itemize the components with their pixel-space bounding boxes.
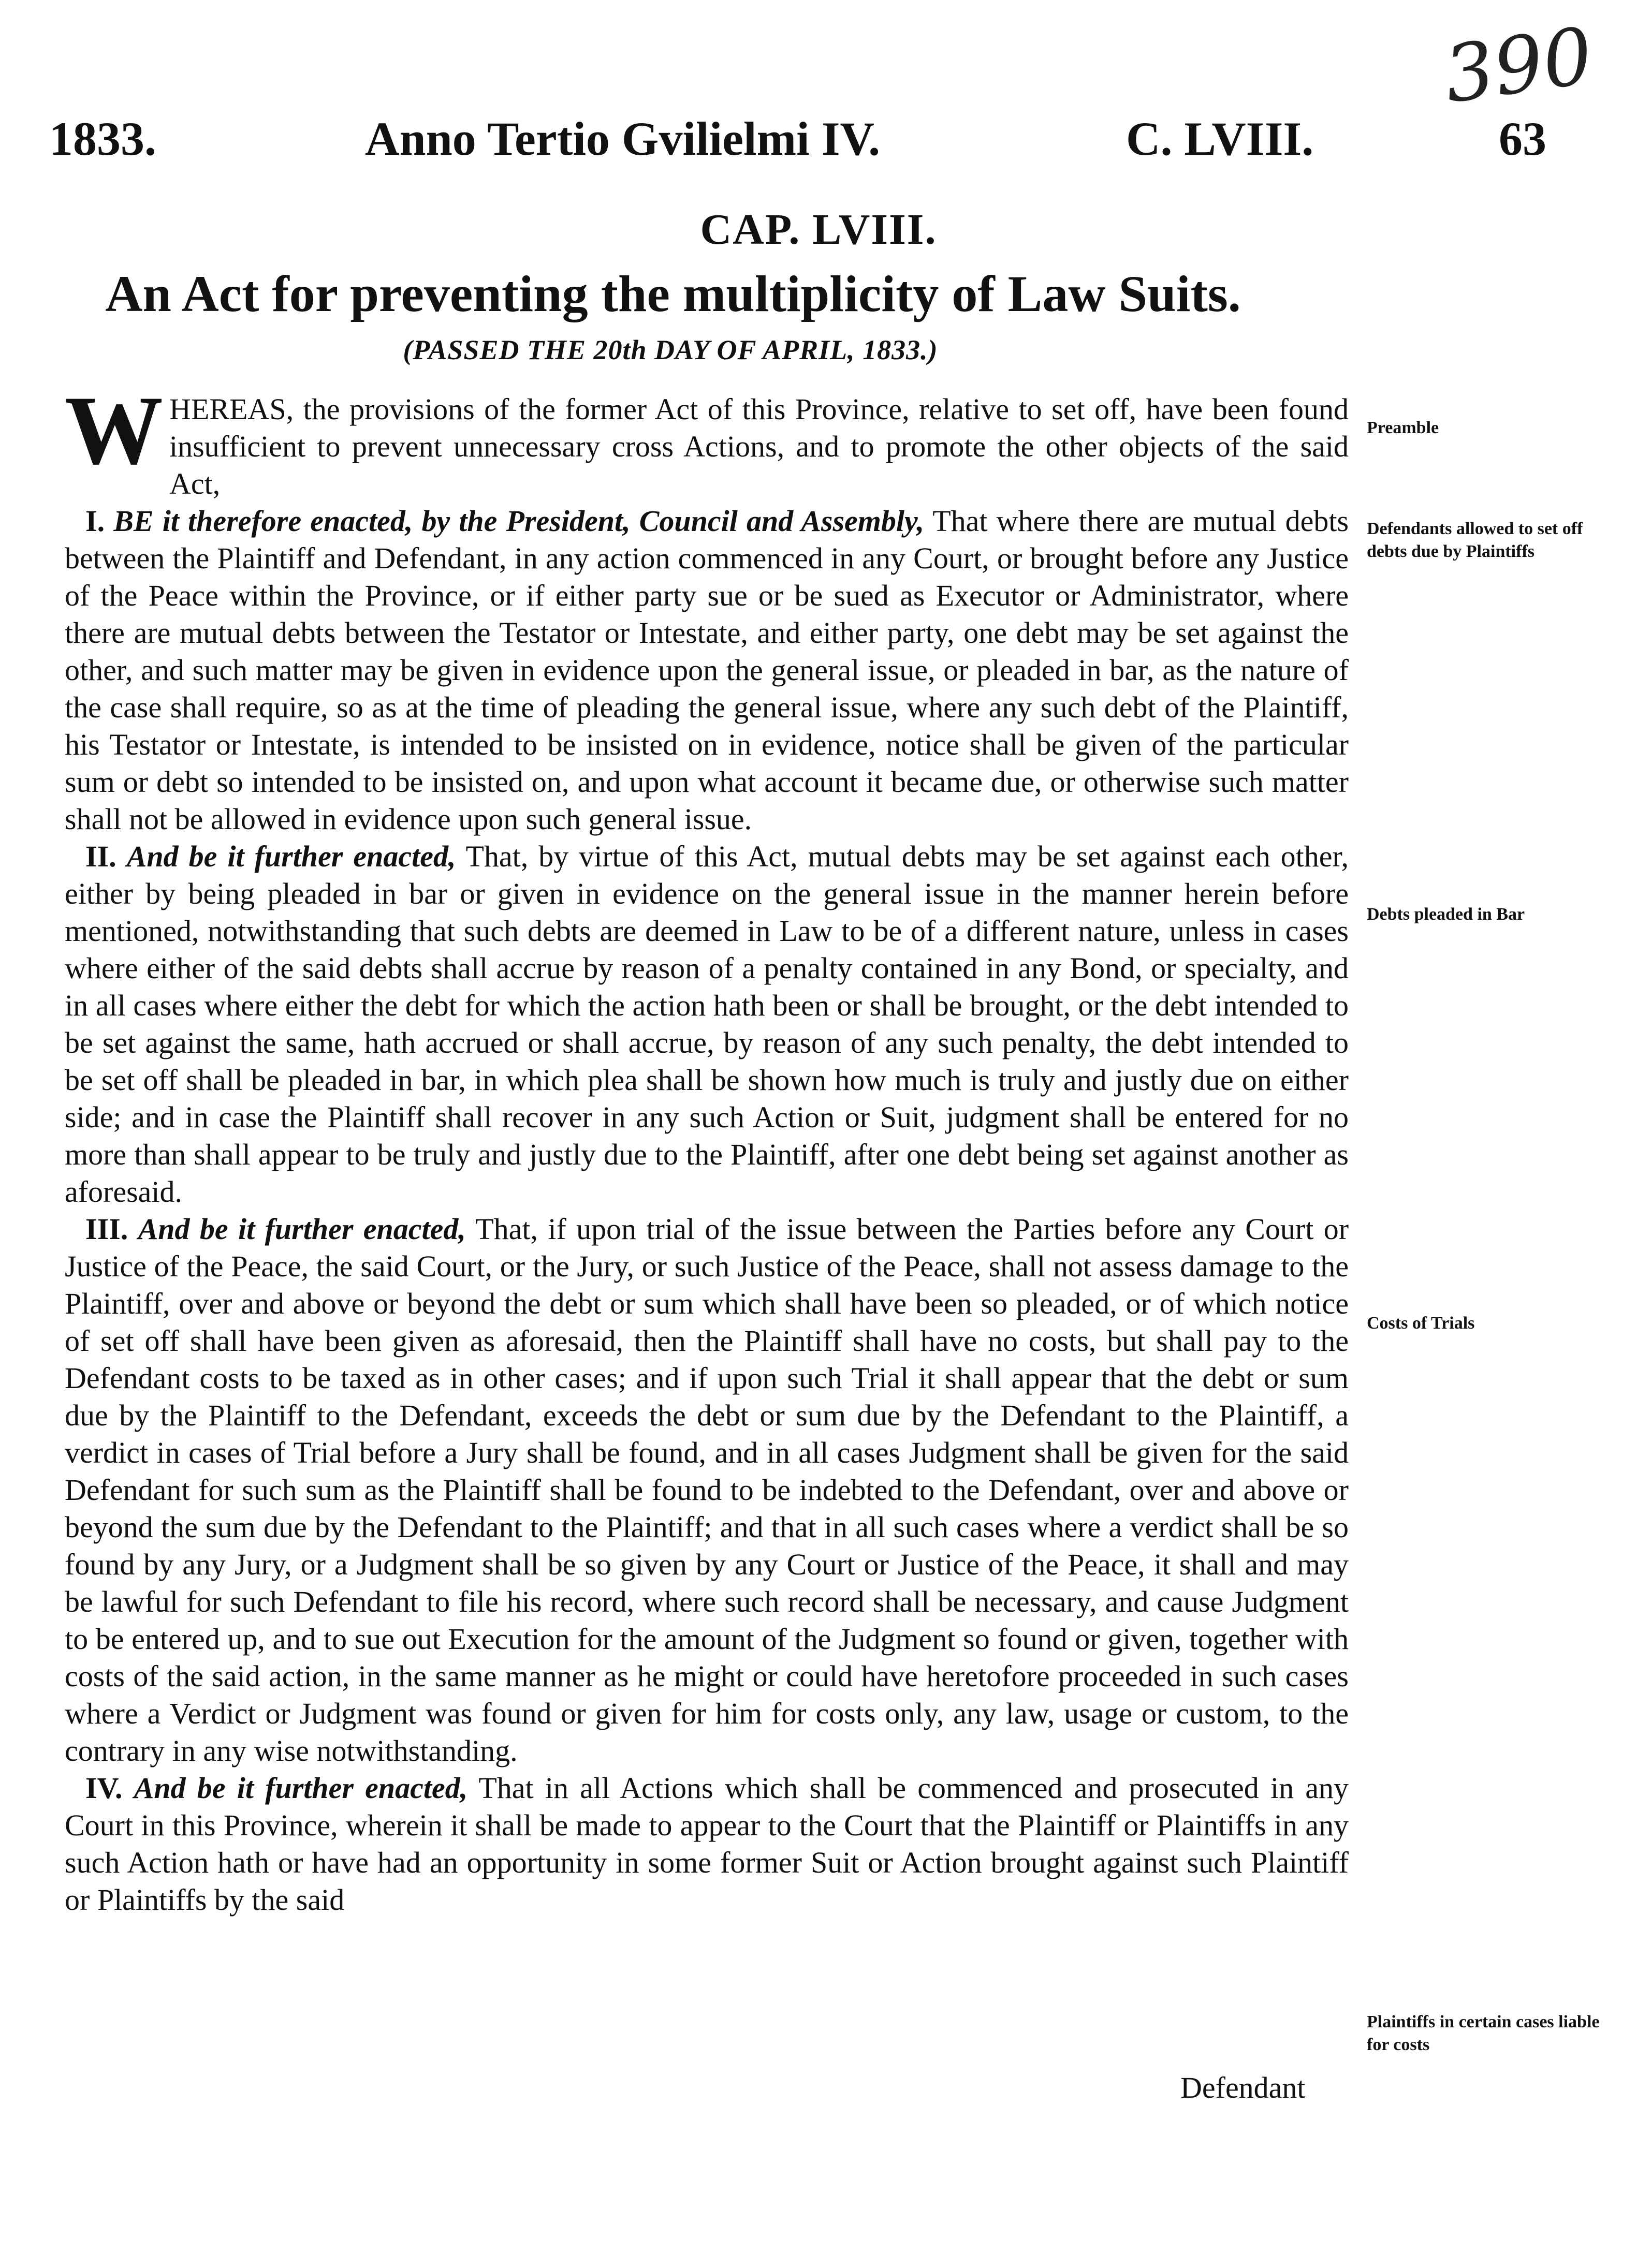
section-2 [65,838,1349,1211]
enacting-clause: And be it further enacted, [126,840,456,873]
marginal-note-costs: Costs of Trials [1367,1314,1475,1333]
marginal-note-debts-pleaded: Debts pleaded in Bar [1367,905,1525,924]
marginal-note-plaintiffs: Plaintiffs in certain cases liable for costs [1367,2012,1600,2054]
section-text: That in all Actions which shall be commenced and prosecuted in any Court in this Province, wherein it shall be made to appear to the Court that the Plaintiff or Plaintiffs in any such Action hath or have had an opportunity in some former Suit or Action brought against such Plaintiff or Plaintiffs by the said [65,1771,1349,1917]
section-number: IV. [85,1771,123,1805]
running-header [49,111,1582,184]
section-1 [65,503,1349,838]
enacting-clause: And be it further enacted, [134,1771,468,1805]
section-text: That, if upon trial of the issue between the Parties before any Court or Justice of the Peace, the said Court, or the Jury, or such Justice of the Peace, shall not assess damage to the Plaintiff, over and above or beyond the debt or sum which shall have been so pleaded, or of which notice of set off shall have been given as aforesaid, then the Plaintiff shall have no costs, but shall pay to the Defendant costs to be taxed as in other cases; and if upon such Trial it shall appear that the debt or sum due by the Plaintiff to the Defendant, exceeds the debt or sum due by the Defendant to the Plaintiff, a verdict in cases of Trial before a Jury shall be found, and in all cases Judgment shall be given for the said Defendant for such sum as the Plaintiff shall be found to be indebted to the Defendant, over and above or beyond the sum due by the Defendant to the Plaintiff; and that in all such cases where a verdict shall be so found by any Jury, or a Judgment shall be so given by any Court or Justice of the Peace, it shall and may be lawful for such Defendant to file his record, where such record shall be necessary, and cause Judgment to be entered up, and to sue out Execution for the amount of the Judgment so found or given, together with costs of the said action, in the same manner as he might or could have heretofore proceeded in such cases where a Verdict or Judgment was found or given for him for costs only, any law, usage or custom, to the contrary in any wise notwithstanding. [65,1212,1349,1768]
header-chapter: C. LVIII. [1126,112,1314,165]
catchword: Defendant [1180,2071,1306,2104]
section-text: That, by virtue of this Act, mutual debts may be set against each other, either by being pleaded in bar or given in evidence on the general issue in the manner herein before mentioned, notwithstanding that such debts are deemed in Law to be of a different nature, unless in cases where either of the said debts shall accrue by reason of a penalty contained in any Bond, or specialty, and in all cases where either the debt for which the action hath been or shall be brought, or the debt intended to be set against the same, hath accrued or shall accrue, by reason of any such penalty, the debt intended to be set off shall be pleaded in bar, in which plea shall be shown how much is truly and justly due on either side; and in case the Plaintiff shall recover in any such Action or Suit, judgment shall be entered for no more than shall appear to be truly and justly due to the Plaintiff, after one debt being set against another as aforesaid. [65,840,1349,1209]
passed-date: (PASSED THE 20th DAY OF APRIL, 1833.) [403,334,938,365]
chapter-title: CAP. LVIII. [700,205,937,254]
section-number: I. [85,504,105,538]
enacting-clause: And be it further enacted, [138,1212,466,1246]
section-3 [65,1211,1349,1770]
section-number: II. [85,840,116,873]
section-number: III. [85,1212,128,1246]
header-year: 1833. [49,112,156,165]
marginal-note-defendants: Defendants allowed to set off debts due by Plaintiffs [1367,519,1583,561]
header-regnal-year: Anno Tertio Gvilielmi IV. [365,112,881,165]
act-title: An Act for preventing the multiplicity of Law Suits. [105,265,1241,322]
preamble-paragraph: WHEREAS, the provisions of the former Act of this Province, relative to set off, have been found insufficient to prevent unnecessary cross Actions, and to promote the other objects of the said Act, [65,376,1349,500]
section-text: That where there are mutual debts between the Plaintiff and Defendant, in any action commenced in any Court, or brought before any Justice of the Peace within the Province, or if either party sue or be sued as Executor or Administrator, where there are mutual debts between the Testator or Intestate, and either party, one debt may be set against the other, and such matter may be given in evidence upon the general issue, or pleaded in bar, as the nature of the case shall require, so as at the time of pleading the general issue, where any such debt of the Plaintiff, his Testator or Intestate, is intended to be insisted on in evidence, notice shall be given of the particular sum or debt so intended to be insisted on, and upon what account it became due, or otherwise such matter shall not be allowed in evidence upon such general issue. [65,504,1349,836]
header-page-number: 63 [1499,112,1546,165]
enacting-clause: BE it therefore enacted, by the President, Council and Assembly, [113,504,925,538]
handwritten-page-number: 390 [1439,10,1599,121]
section-4 [65,1770,1349,1919]
act-body [65,376,1349,1919]
marginal-note-preamble: Preamble [1367,418,1439,437]
